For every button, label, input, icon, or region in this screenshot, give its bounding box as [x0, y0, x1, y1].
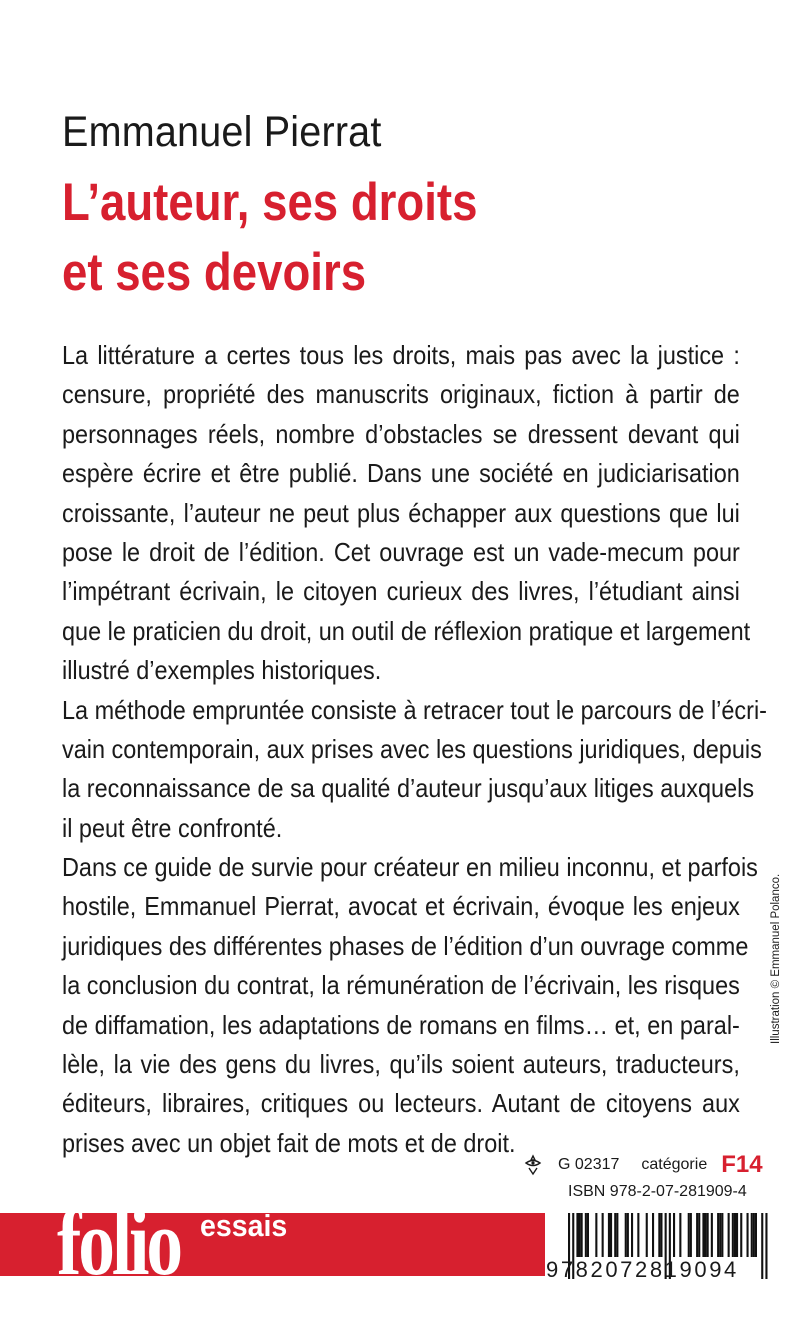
barcode-bar: [755, 1213, 757, 1257]
barcode-bar: [707, 1213, 709, 1257]
isbn: ISBN 978-2-07-281909-4: [568, 1183, 747, 1200]
barcode-bar: [728, 1213, 730, 1257]
barcode-bar: [602, 1213, 604, 1257]
blurb-line: juridiques des différentes phases de l’édition d’un ouvrage comme: [62, 932, 749, 961]
catalog-line: [522, 1152, 763, 1178]
barcode-bar: [711, 1213, 713, 1257]
barcode-bar: [761, 1213, 763, 1279]
blurb-line: illustré d’exemples historiques.: [62, 657, 382, 686]
blurb-line: croissante, l’auteur ne peut plus échapper aux questions que lui: [62, 499, 740, 528]
blurb-line: censure, propriété des manuscrits originaux, fiction à partir de: [62, 381, 740, 410]
blurb-line: La méthode empruntée consiste à retracer tout le parcours de l’écri-: [62, 696, 767, 725]
barcode-bar: [627, 1213, 629, 1257]
barcode-bar: [751, 1213, 753, 1257]
barcode-bar: [673, 1213, 675, 1257]
blurb-line: que le praticien du droit, un outil de réflexion pratique et largement: [62, 617, 751, 646]
blurb-line: pose le droit de l’édition. Cet ouvrage est un vade-mecum pour: [62, 538, 740, 567]
blurb-line: de diffamation, les adaptations de romans en films… et, en paral-: [62, 1011, 740, 1040]
barcode-bar: [608, 1213, 610, 1257]
catalog-code: G 02317: [558, 1156, 620, 1173]
barcode-bar: [646, 1213, 648, 1257]
blurb-line: il peut être confronté.: [62, 814, 283, 843]
blurb-line: éditeurs, libraires, critiques ou lecteurs. Autant de citoyens aux: [62, 1090, 740, 1119]
blurb-line: La littérature a certes tous les droits, mais pas avec la justice :: [62, 342, 740, 370]
title-line: L’auteur, ses droits: [62, 173, 478, 232]
blurb-line: prises avec un objet fait de mots et de droit.: [62, 1129, 516, 1158]
barcode-bar: [585, 1213, 587, 1257]
barcode-bar: [610, 1213, 612, 1257]
blurb-line: la conclusion du contrat, la rémunération de l’écrivain, les risques: [62, 972, 740, 1001]
barcode-bar: [660, 1213, 662, 1257]
blurb-line: la reconnaissance de sa qualité d’auteur jusqu’aux litiges auxquels: [62, 775, 755, 804]
illustration-credit: Illustration © Emmanuel Polanco.: [770, 873, 782, 1044]
barcode-bar: [587, 1213, 589, 1257]
barcode-bar: [753, 1213, 755, 1257]
barcode-bar: [658, 1213, 660, 1257]
barcode-bar: [740, 1213, 742, 1257]
barcode-bar: [631, 1213, 633, 1257]
barcode-bar: [721, 1213, 723, 1257]
barcode-bar: [690, 1213, 692, 1257]
blurb-line: personnages réels, nombre d’obstacles se dressent devant qui: [62, 420, 740, 449]
barcode-bar: [679, 1213, 681, 1257]
barcode-bar: [688, 1213, 690, 1257]
blurb-line: l’impétrant écrivain, le citoyen curieux des livres, l’étudiant ainsi: [62, 578, 740, 607]
barcode-bar: [765, 1213, 767, 1279]
book-title: [62, 168, 477, 308]
barcode-bar: [705, 1213, 707, 1257]
barcode-bar: [595, 1213, 597, 1257]
barcode-bar: [579, 1213, 581, 1257]
barcode-bar: [747, 1213, 749, 1257]
barcode-bar: [637, 1213, 639, 1257]
barcode-bar: [625, 1213, 627, 1257]
barcode-bar: [581, 1213, 583, 1257]
barcode-number: 9782072819094: [546, 1257, 739, 1282]
blurb-line: espère écrire et être publié. Dans une société en judiciarisation: [62, 460, 740, 489]
title-line: et ses devoirs: [62, 243, 367, 302]
blurb-line: Dans ce guide de survie pour créateur en milieu inconnu, et parfois: [62, 854, 758, 883]
barcode-bar: [576, 1213, 578, 1257]
collection-series: essais: [200, 1208, 288, 1243]
collection-logo: folio: [57, 1191, 180, 1295]
gallimard-logo-icon: [522, 1154, 544, 1176]
barcode-bar: [717, 1213, 719, 1257]
barcode-bar: [698, 1213, 700, 1257]
barcode-bar: [719, 1213, 721, 1257]
barcode-bar: [736, 1213, 738, 1257]
barcode-bar: [614, 1213, 616, 1257]
barcode-bar: [652, 1213, 654, 1257]
barcode-bar: [734, 1213, 736, 1257]
barcode-bar: [702, 1213, 704, 1257]
barcode-bar: [616, 1213, 618, 1257]
author-name: Emmanuel Pierrat: [62, 108, 382, 156]
barcode-bar: [696, 1213, 698, 1257]
blurb-line: hostile, Emmanuel Pierrat, avocat et écrivain, évoque les enjeux: [62, 893, 740, 922]
blurb-text: [62, 337, 767, 1164]
blurb-line: lèle, la vie des gens du livres, qu’ils soient auteurs, traducteurs,: [62, 1051, 740, 1080]
category-label: catégorie: [641, 1156, 708, 1173]
category-value: F14: [721, 1151, 763, 1178]
blurb-line: vain contemporain, aux prises avec les questions juridiques, depuis: [62, 735, 762, 764]
barcode-bar: [732, 1213, 734, 1257]
